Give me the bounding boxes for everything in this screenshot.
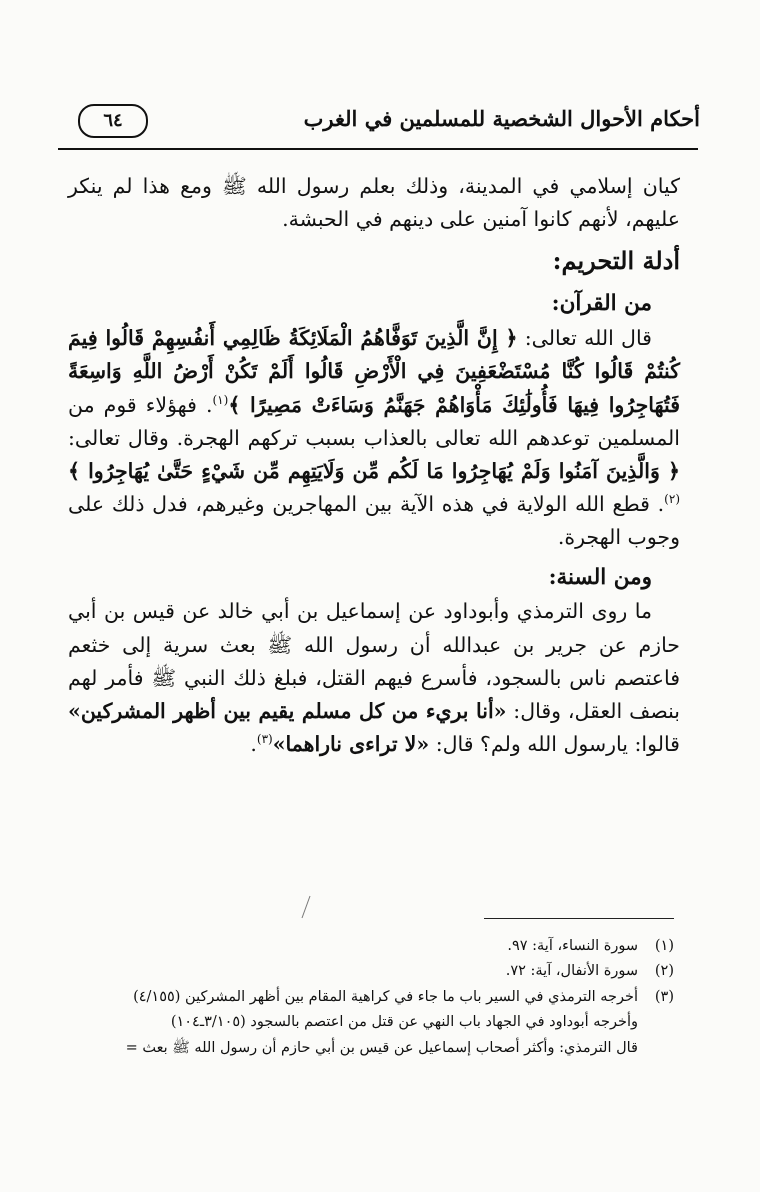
footnote-ref-1: (١) bbox=[212, 392, 229, 407]
footnote-text: سورة الأنفال، آية: ٧٢. bbox=[505, 963, 638, 980]
paragraph-intro: كيان إسلامي في المدينة، وذلك بعلم رسول الله ﷺ ومع هذا لم ينكر عليهم، لأنهم كانوا آمنين على دينهم في الحبشة. bbox=[68, 174, 680, 232]
quran-lead: قال الله تعالى: bbox=[517, 326, 652, 351]
footnote-2 bbox=[48, 959, 674, 984]
footnote-number: (٢) bbox=[654, 963, 674, 980]
stray-pen-mark bbox=[296, 892, 316, 922]
subheading-sunnah: ومن السنة: bbox=[548, 564, 652, 590]
footnote-3-continuation: وأخرجه أبوداود في الجهاد باب النهي عن قتل من اعتصم بالسجود (٣/١٠٥ـ١٠٤) bbox=[170, 1014, 638, 1031]
footnote-3-continuation: قال الترمذي: وأكثر أصحاب إسماعيل عن قيس بن أبي حازم أن رسول الله ﷺ بعث = bbox=[125, 1039, 638, 1056]
footnote-1 bbox=[48, 934, 674, 959]
section-heading-evidence: أدلة التحريم: bbox=[552, 246, 680, 276]
hadith-question: قالوا: يارسول الله ولم؟ قال: bbox=[429, 732, 680, 757]
paragraph-end-dot: . bbox=[250, 732, 257, 757]
page-header bbox=[60, 100, 700, 148]
subheading-quran: من القرآن: bbox=[551, 291, 652, 317]
quran-verse-2: ﴿ وَالَّذِينَ آمَنُوا وَلَمْ يُهَاجِرُوا مَا لَكُم مِّن وَلَايَتِهِم مِّن شَيْءٍ حَتَّىٰ يُهَاجِرُوا ﴾ bbox=[68, 458, 680, 483]
hadith-quote-1: «أنا بريء من كل مسلم يقيم بين أظهر المشركين» bbox=[68, 698, 507, 723]
hadith-narration: ما روى الترمذي وأبوداود عن إسماعيل بن أبي خالد عن قيس بن أبي حازم عن جرير بن عبدالله أن رسول الله ﷺ بعث سرية إلى خثعم فاعتصم ناس بالسجود، فأسرع فيهم القتل، فبلغ ذلك النبي ﷺ فأمر لهم بنصف العقل، وقال: bbox=[68, 599, 680, 723]
footnote-text: سورة النساء، آية: ٩٧. bbox=[507, 938, 638, 954]
footnote-3 bbox=[48, 985, 674, 1010]
footnote-ref-3: (٣) bbox=[256, 732, 273, 747]
paragraph-sunnah bbox=[68, 595, 680, 761]
footnote-ref-2: (٢) bbox=[664, 492, 680, 507]
quran-commentary: . فهؤلاء قوم من المسلمين توعدهم الله تعالى بالعذاب بسبب تركهم الهجرة. وقال تعالى: bbox=[68, 392, 680, 450]
footnote-separator bbox=[484, 918, 674, 919]
paragraph-quran bbox=[68, 322, 680, 554]
footnote-text: أخرجه الترمذي في السير باب ما جاء في كراهية المقام بين أظهر المشركين (٤/١٥٥) bbox=[133, 988, 638, 1005]
header-rule bbox=[58, 148, 698, 150]
page-number: ٦٤ bbox=[78, 104, 148, 138]
footnotes bbox=[48, 934, 674, 1061]
running-title: أحكام الأحوال الشخصية للمسلمين في الغرب bbox=[303, 106, 700, 131]
footnote-number: (٣) bbox=[654, 988, 674, 1005]
quran-conclusion: . قطع الله الولاية في هذه الآية بين المهاجرين وغيرهم، فدل ذلك على وجوب الهجرة. bbox=[68, 492, 680, 550]
quran-verse-1: ﴿ إِنَّ الَّذِينَ تَوَفَّاهُمُ الْمَلَائِكَةُ ظَالِمِي أَنفُسِهِمْ قَالُوا فِيمَ كُنتُمْ قَالُوا كُنَّا مُسْتَضْعَفِينَ فِي الْأَرْضِ قَالُوا أَلَمْ تَكُنْ أَرْضُ اللَّهِ وَاسِعَةً فَتُهَاجِرُوا فِيهَا فَأُولَٰئِكَ مَأْوَاهُمْ جَهَنَّمُ وَسَاءَتْ مَصِيرًا ﴾ bbox=[68, 326, 680, 417]
footnote-number: (١) bbox=[654, 938, 674, 954]
hadith-quote-2: «لا تراءى ناراهما» bbox=[272, 732, 430, 757]
main-text bbox=[68, 170, 680, 761]
